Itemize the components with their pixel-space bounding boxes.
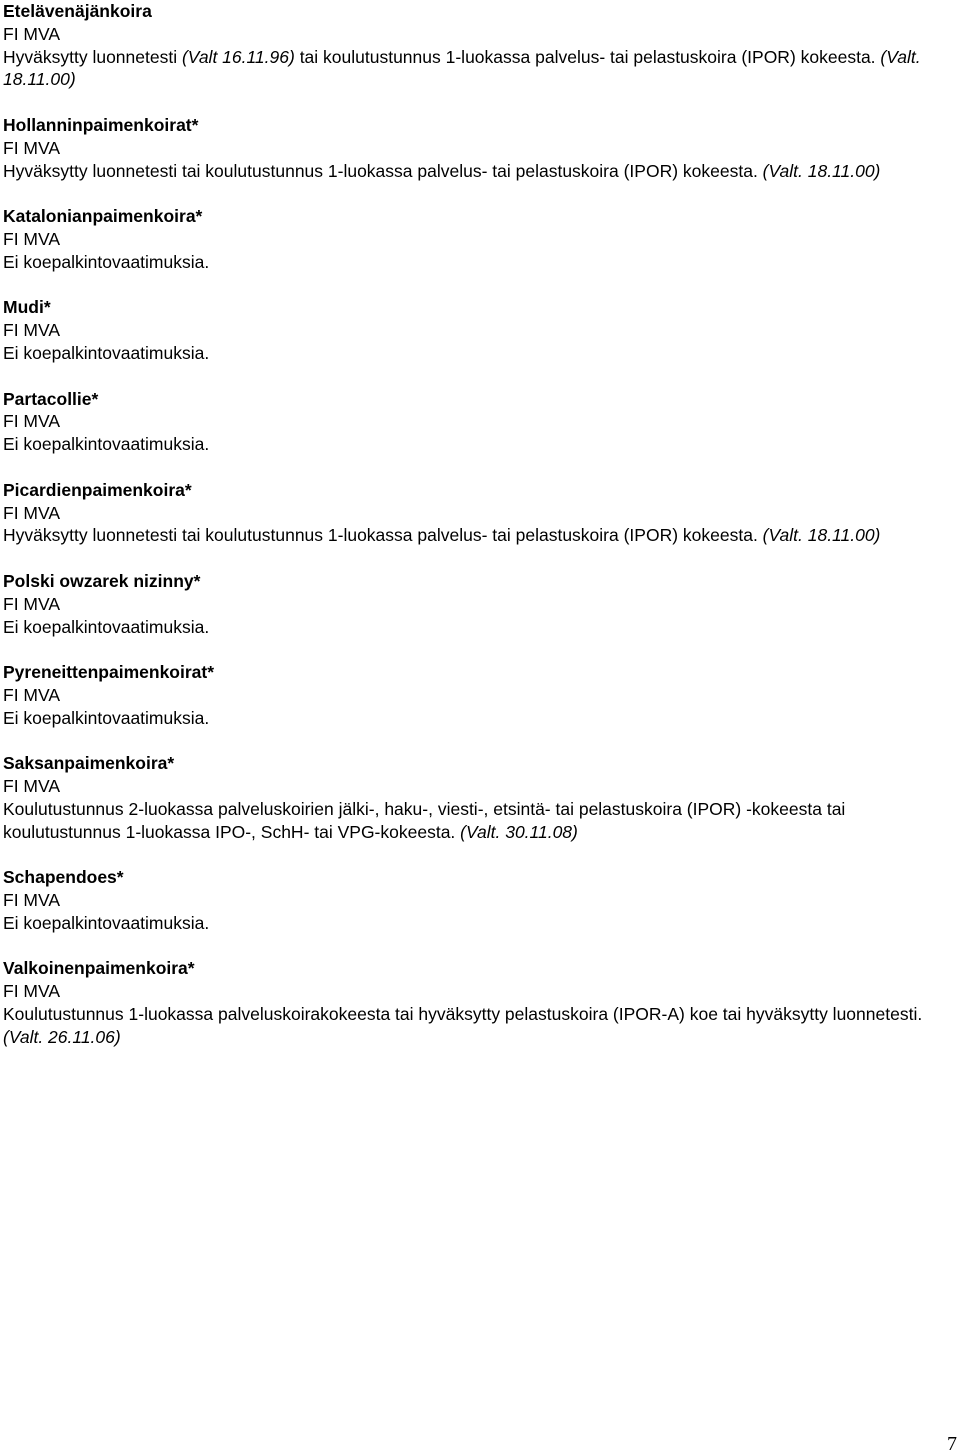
requirement-note: (Valt. 18.11.00) (3, 46, 921, 90)
requirement-note: (Valt. 18.11.00) (762, 160, 881, 181)
breed-title: Mudi* (3, 297, 51, 318)
requirement-text (3, 160, 958, 183)
breed-entry-hollanninpaimenkoirat (3, 114, 958, 182)
requirement-text: Ei koepalkintovaatimuksia. (3, 912, 210, 933)
breed-title: Hollanninpaimenkoirat* (3, 114, 199, 135)
breed-title: Etelävenäjänkoira (3, 1, 152, 21)
requirement-part: Koulutustunnus 1-luokassa palveluskoirakokeesta tai hyväksytty pelastuskoira (IPOR-A) koe tai hyväksytty luonnetesti. (3, 1004, 923, 1025)
breed-entry-pyreneittenpaimenkoirat (3, 661, 958, 729)
requirement-part: Hyväksytty luonnetesti tai koulutustunnus 1-luokassa palvelus- tai pelastuskoira (IPOR) kokeesta. (3, 525, 763, 546)
requirement-text (3, 1003, 958, 1049)
class-line: FI MVA (3, 23, 61, 44)
class-line: FI MVA (3, 411, 61, 432)
requirement-text: Ei koepalkintovaatimuksia. (3, 616, 210, 637)
class-line: FI MVA (3, 981, 61, 1002)
class-line: FI MVA (3, 890, 61, 911)
breed-entry-partacollie (3, 388, 958, 456)
class-line: FI MVA (3, 593, 61, 614)
class-line: FI MVA (3, 776, 61, 797)
breed-title: Valkoinenpaimenkoira* (3, 958, 195, 979)
requirement-note: (Valt. 26.11.06) (3, 1026, 121, 1047)
requirement-text: Ei koepalkintovaatimuksia. (3, 707, 210, 728)
requirement-text: Ei koepalkintovaatimuksia. (3, 251, 210, 272)
breed-title: Picardienpaimenkoira* (3, 479, 192, 500)
breed-title: Pyreneittenpaimenkoirat* (3, 662, 215, 683)
class-line: FI MVA (3, 137, 61, 158)
breed-entry-katalonianpaimenkoira (3, 205, 958, 273)
requirement-text (3, 524, 958, 547)
class-line: FI MVA (3, 684, 61, 705)
breed-title: Katalonianpaimenkoira* (3, 206, 203, 227)
breed-title: Polski owzarek nizinny* (3, 570, 201, 591)
breed-title: Partacollie* (3, 388, 99, 409)
requirement-text (3, 46, 958, 92)
breed-entry-etelavenajankoira (3, 0, 958, 91)
requirement-note: (Valt. 30.11.08) (460, 821, 578, 842)
class-line: FI MVA (3, 320, 61, 341)
breed-entry-picardienpaimenkoira (3, 479, 958, 547)
breed-title: Schapendoes* (3, 867, 124, 888)
requirement-note: (Valt 16.11.96) (181, 46, 295, 67)
requirement-part: Hyväksytty luonnetesti (3, 46, 182, 67)
breed-entry-schapendoes (3, 866, 958, 934)
class-line: FI MVA (3, 228, 61, 249)
breed-entry-mudi (3, 296, 958, 364)
requirement-part: tai koulutustunnus 1-luokassa palvelus- tai pelastuskoira (IPOR) kokeesta. (294, 46, 881, 67)
requirement-text: Ei koepalkintovaatimuksia. (3, 342, 210, 363)
breed-entry-valkoinenpaimenkoira (3, 957, 958, 1048)
breed-entry-polski-owzarek-nizinny (3, 570, 958, 638)
breed-list (3, 0, 958, 1049)
requirement-note: (Valt. 18.11.00) (762, 525, 881, 546)
requirement-text: Ei koepalkintovaatimuksia. (3, 434, 210, 455)
requirement-text (3, 798, 958, 844)
requirement-part: Koulutustunnus 2-luokassa palveluskoirien jälki-, haku-, viesti-, etsintä- tai pelastuskoira (IPOR) -kokeesta tai koulutustunnus 1-luokassa IPO-, SchH- tai VPG-kokeesta. (3, 798, 846, 842)
breed-title: Saksanpaimenkoira* (3, 753, 175, 774)
page-number: 7 (947, 1433, 957, 1455)
requirement-part: Hyväksytty luonnetesti tai koulutustunnus 1-luokassa palvelus- tai pelastuskoira (IPOR) kokeesta. (3, 160, 763, 181)
class-line: FI MVA (3, 502, 61, 523)
breed-entry-saksanpaimenkoira (3, 752, 958, 843)
